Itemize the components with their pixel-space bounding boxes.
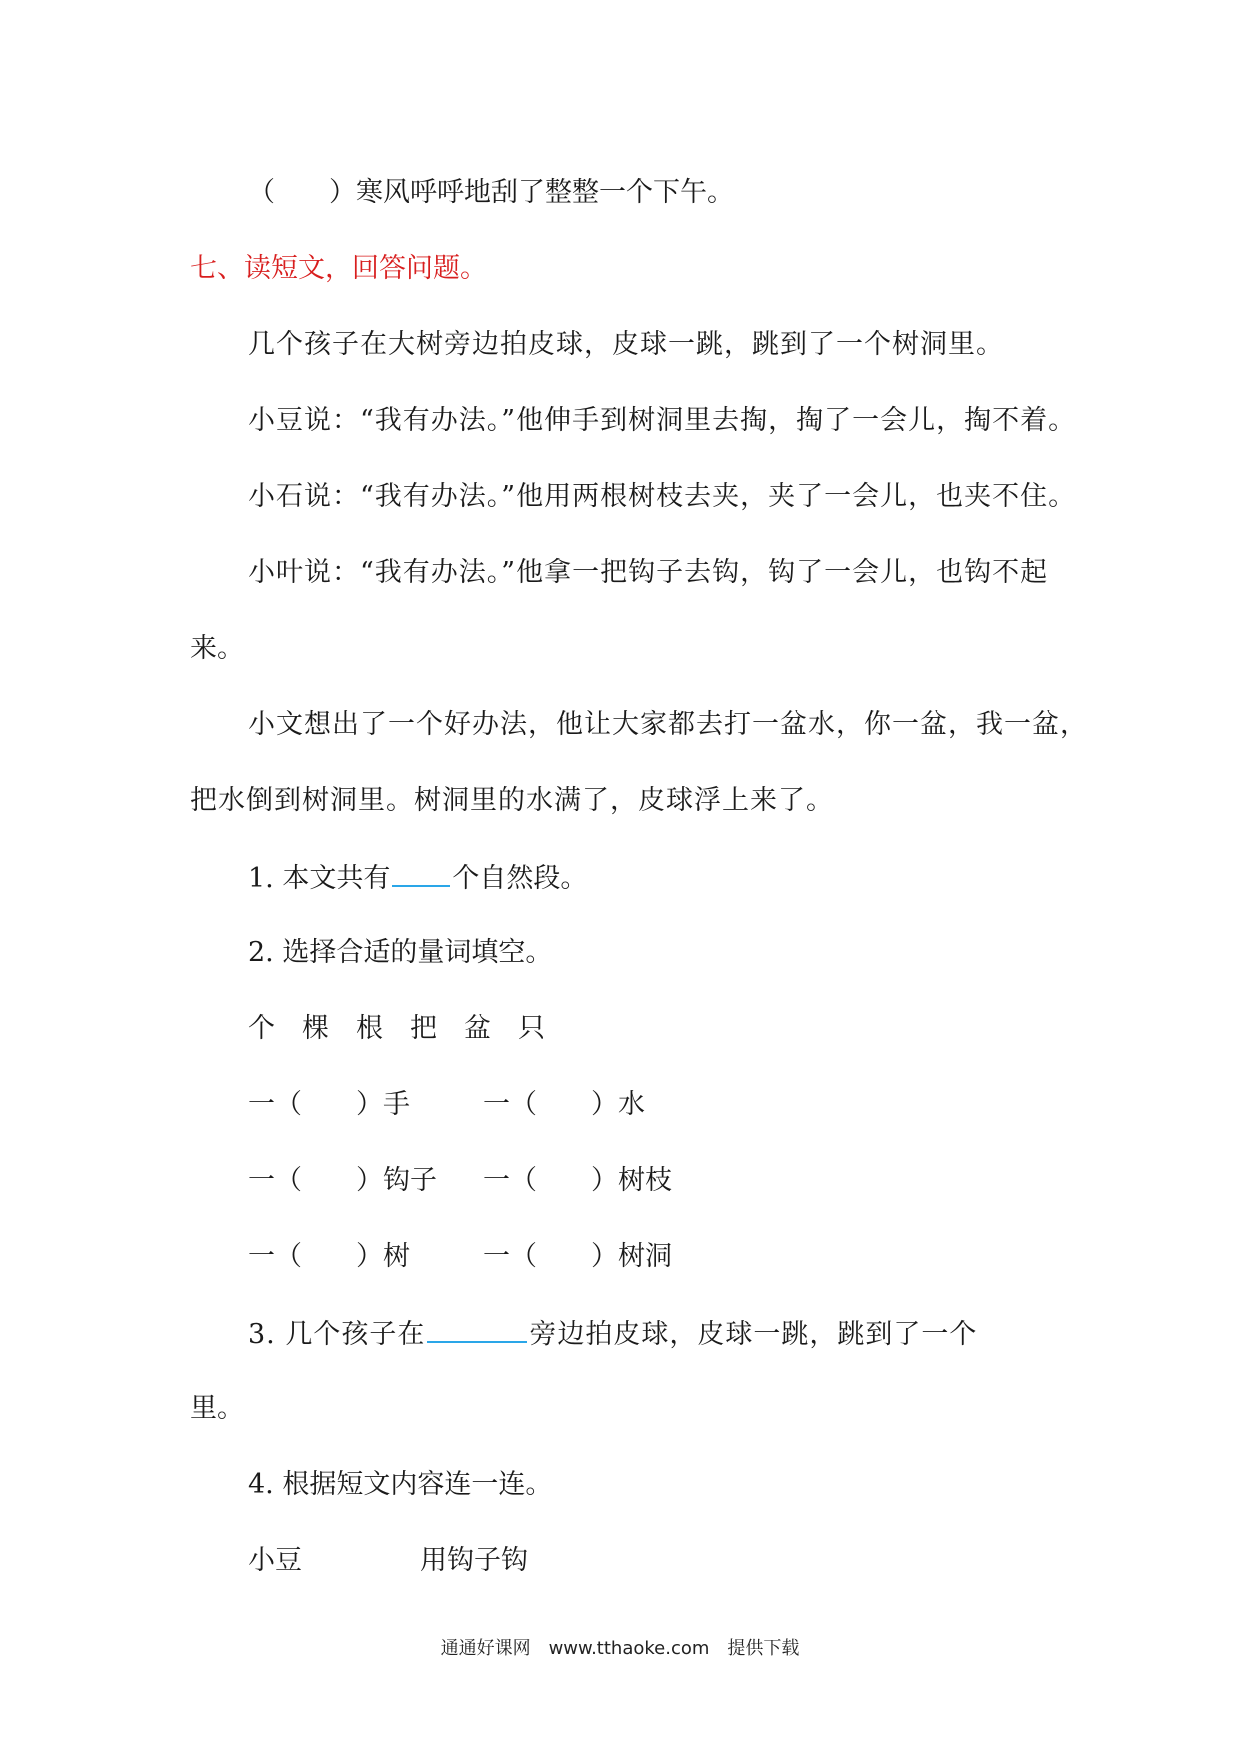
fill-item[interactable]: 一（ ）树洞 (483, 1241, 672, 1272)
fill-item[interactable]: 一（ ）钩子 (248, 1165, 437, 1196)
passage-paragraph-1: 几个孩子在大树旁边拍皮球，皮球一跳，跳到了一个树洞里。 (248, 329, 1004, 360)
question-1-suffix: 个自然段。 (452, 863, 588, 894)
passage-paragraph-2: 小豆说：“我有办法。”他伸手到树洞里去掏，掏了一会儿，掏不着。 (248, 405, 1077, 436)
answer-blank[interactable] (392, 857, 450, 887)
matching-right-item[interactable]: 用钩子钩 (420, 1545, 528, 1576)
question-3-cont: 里。 (190, 1393, 244, 1424)
passage-paragraph-3: 小石说：“我有办法。”他用两根树枝去夹，夹了一会儿，也夹不住。 (248, 481, 1077, 512)
measure-word-choices: 个 棵 根 把 盆 只 (248, 1013, 545, 1044)
fill-item[interactable]: 一（ ）树枝 (483, 1165, 672, 1196)
question-3-prefix: 3. 几个孩子在 (248, 1319, 426, 1350)
section-title: 七、读短文，回答问题。 (190, 253, 487, 284)
passage-paragraph-4: 小叶说：“我有办法。”他拿一把钩子去钩，钩了一会儿，也钩不起 (248, 557, 1049, 588)
question-3 (248, 1313, 977, 1355)
passage-paragraph-5-cont: 把水倒到树洞里。树洞里的水满了，皮球浮上来了。 (190, 785, 834, 816)
fill-item[interactable]: 一（ ）树 (248, 1241, 410, 1272)
question-4-title: 4. 根据短文内容连一连。 (248, 1469, 553, 1500)
answer-blank[interactable] (427, 1313, 527, 1343)
passage-paragraph-5: 小文想出了一个好办法，他让大家都去打一盆水，你一盆，我一盆， (248, 709, 1088, 740)
passage-paragraph-4-cont: 来。 (190, 633, 244, 664)
question-1-prefix: 1. 本文共有 (248, 863, 391, 894)
question-3-suffix: 旁边拍皮球，皮球一跳，跳到了一个 (529, 1319, 978, 1350)
exercise-line: （ ）寒风呼呼地刮了整整一个下午。 (248, 177, 734, 208)
matching-left-item[interactable]: 小豆 (248, 1545, 302, 1576)
page-footer: 通通好课网 www.tthaoke.com 提供下载 (440, 1638, 800, 1659)
fill-item[interactable]: 一（ ）水 (483, 1089, 645, 1120)
fill-item[interactable]: 一（ ）手 (248, 1089, 410, 1120)
question-2-title: 2. 选择合适的量词填空。 (248, 937, 553, 968)
question-1 (248, 857, 587, 899)
